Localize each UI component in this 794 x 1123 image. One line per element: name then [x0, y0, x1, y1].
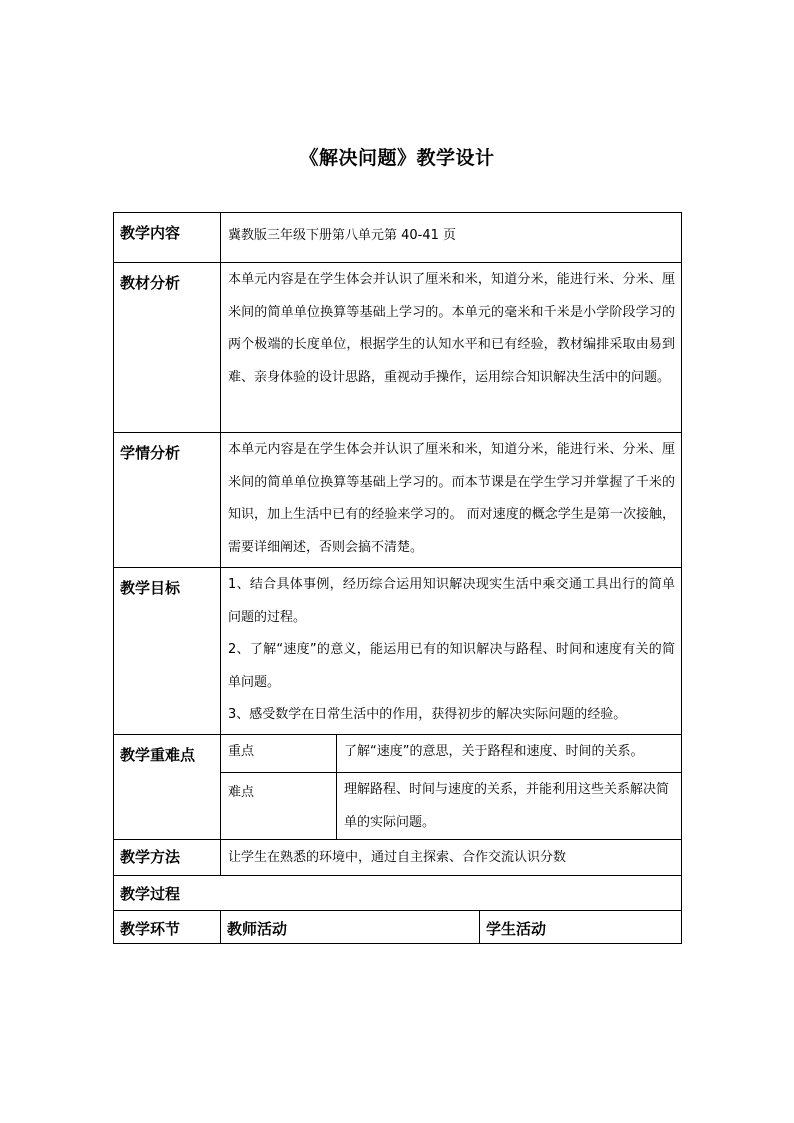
row-key-point	[114, 735, 682, 773]
teaching-process-label: 教学过程	[114, 876, 682, 911]
goal-item: 2、了解“速度”的意义，能运用已有的知识解决与路程、时间和速度有关的简单问题。	[228, 642, 676, 690]
teaching-content-text: 冀教版三年级下册第八单元第 40-41 页	[221, 213, 682, 263]
difficulty-label: 难点	[221, 773, 337, 840]
teacher-activity-column-header: 教师活动	[221, 911, 480, 944]
teaching-content-label: 教学内容	[114, 213, 221, 263]
goal-item: 3、感受数学在日常生活中的作用，获得初步的解决实际问题的经验。	[228, 707, 627, 722]
lesson-plan-table	[113, 212, 682, 944]
student-analysis-label: 学情分析	[114, 433, 221, 568]
page-title: 《解决问题》教学设计	[299, 147, 495, 169]
focus-text: 了解“速度”的意思，关于路程和速度、时间的关系。	[337, 735, 682, 773]
student-activity-column-header: 学生活动	[480, 911, 682, 944]
difficulty-text: 理解路程、时间与速度的关系，并能利用这些关系解决简单的实际问题。	[337, 773, 682, 840]
student-analysis-text: 本单元内容是在学生体会并认识了厘米和米，知道分米，能进行米、分米、厘米间的简单单位换算等基础上学习的。而本节课是在学生学习并掌握了千米的知识，加上生活中已有的经验来学习的。 而对速度的概念学生是第一次接触，需要详细阐述，否则会搞不清楚。	[221, 433, 682, 568]
teaching-goals-list	[221, 568, 682, 735]
focus-label: 重点	[221, 735, 337, 773]
row-material-analysis	[114, 263, 682, 433]
row-teaching-goals	[114, 568, 682, 735]
row-teaching-process	[114, 876, 682, 911]
row-student-analysis	[114, 433, 682, 568]
teaching-method-label: 教学方法	[114, 840, 221, 876]
teaching-goals-label: 教学目标	[114, 568, 221, 735]
teaching-method-text: 让学生在熟悉的环境中，通过自主探索、合作交流认识分数	[221, 840, 682, 876]
goal-item: 1、结合具体事例，经历综合运用知识解决现实生活中乘交通工具出行的简单问题的过程。	[228, 577, 676, 625]
key-difficult-points-label: 教学重难点	[114, 735, 221, 840]
material-analysis-text: 本单元内容是在学生体会并认识了厘米和米，知道分米，能进行米、分米、厘米间的简单单位换算等基础上学习的。本单元的毫米和千米是小学阶段学习的两个极端的长度单位，根据学生的认知水平和已有经验，教材编排采取由易到难、亲身体验的设计思路，重视动手操作，运用综合知识解决生活中的问题。	[221, 263, 682, 433]
row-teaching-stages	[114, 911, 682, 944]
row-teaching-content	[114, 213, 682, 263]
stage-column-header: 教学环节	[114, 911, 221, 944]
row-teaching-method	[114, 840, 682, 876]
material-analysis-label: 教材分析	[114, 263, 221, 433]
